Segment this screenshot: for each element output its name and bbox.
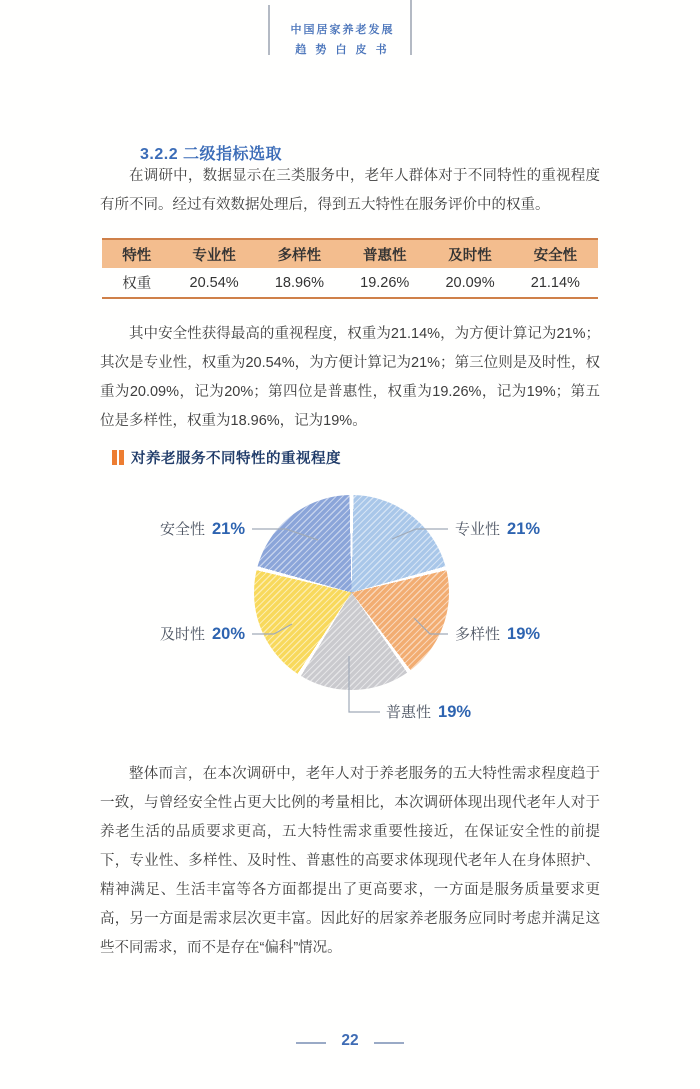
pie-label-text: 专业性	[455, 521, 501, 538]
page-number: 22	[341, 1032, 359, 1049]
pie-label-timeliness	[160, 623, 245, 644]
table-header-row	[102, 239, 598, 268]
pie-label-professional	[455, 518, 540, 539]
pie-label-text: 安全性	[159, 521, 205, 538]
leader-line-variety	[414, 618, 448, 634]
pie-label-text: 及时性	[159, 626, 205, 643]
table-header-cell: 多样性	[257, 239, 342, 268]
header-divider-right	[410, 0, 412, 55]
table-header-cell: 特性	[102, 239, 171, 268]
table-header-cell: 及时性	[427, 239, 512, 268]
section-marker-icon	[112, 450, 124, 465]
pie-label-percent: 20%	[211, 625, 245, 643]
footer-dash-left	[296, 1042, 326, 1044]
pie-label-percent: 19%	[438, 703, 472, 721]
pie-label-variety	[455, 623, 540, 644]
header-divider-left	[268, 5, 270, 55]
table-header-cell: 安全性	[513, 239, 598, 268]
pie-label-text: 多样性	[455, 626, 501, 643]
document-title-line2: 趋 势 白 皮 书	[295, 44, 390, 56]
pie-label-safety	[160, 518, 245, 539]
pie-leader-lines	[0, 478, 700, 750]
document-title	[280, 21, 405, 57]
chart-title: 对养老服务不同特性的重视程度	[131, 450, 341, 467]
leader-line-safety	[252, 529, 318, 540]
page-footer	[0, 1028, 700, 1058]
table-value-row	[102, 268, 598, 298]
pie-chart-area	[0, 478, 700, 750]
leader-line-professional	[392, 529, 448, 539]
paragraph-weights-detail: 其中安全性获得最高的重视程度，权重为21.14%，为方便计算记为21%；其次是专业性，权重为20.54%，为方便计算记为21%；第三位则是及时性，权重为20.09%，记为20%；第四位是普惠性，权重为19.26%，记为19%；第五位是多样性，权重为18.96%，记为19%。	[100, 326, 600, 429]
leader-line-inclusive	[349, 656, 380, 712]
table-value-cell: 20.54%	[171, 268, 256, 298]
section-heading: 3.2.2 二级指标选取	[140, 146, 283, 163]
footer-dash-right	[374, 1042, 404, 1044]
leader-line-timeliness	[252, 624, 292, 634]
weights-table	[102, 238, 598, 299]
table-row-label: 权重	[102, 268, 171, 298]
pie-label-inclusive	[386, 701, 471, 722]
table-value-cell: 21.14%	[513, 268, 598, 298]
table-header-cell: 普惠性	[342, 239, 427, 268]
table-value-cell: 20.09%	[427, 268, 512, 298]
paragraph-intro: 在调研中，数据显示在三类服务中，老年人群体对于不同特性的重视程度有所不同。经过有效数据处理后，得到五大特性在服务评价中的权重。	[100, 168, 600, 213]
table-value-cell: 19.26%	[342, 268, 427, 298]
pie-label-percent: 19%	[507, 625, 541, 643]
paragraph-summary: 整体而言，在本次调研中，老年人对于养老服务的五大特性需求程度趋于一致，与曾经安全性占更大比例的考量相比，本次调研体现出现代老年人对于养老生活的品质要求更高，五大特性需求重要性接近，在保证安全性的前提下，专业性、多样性、及时性、普惠性的高要求体现现代老年人在身体照护、精神满足、生活丰富等各方面都提出了更高要求，一方面是服务质量要求更高，另一方面是需求层次更丰富。因此好的居家养老服务应同时考虑并满足这些不同需求，而不是存在“偏科”情况。	[100, 766, 600, 956]
table-header-cell: 专业性	[171, 239, 256, 268]
pie-label-percent: 21%	[507, 520, 541, 538]
document-header	[0, 0, 700, 70]
pie-label-text: 普惠性	[386, 704, 432, 721]
pie-label-percent: 21%	[211, 520, 245, 538]
document-title-line1: 中国居家养老发展	[290, 24, 395, 36]
chart-title-row	[112, 448, 341, 466]
table-value-cell: 18.96%	[257, 268, 342, 298]
